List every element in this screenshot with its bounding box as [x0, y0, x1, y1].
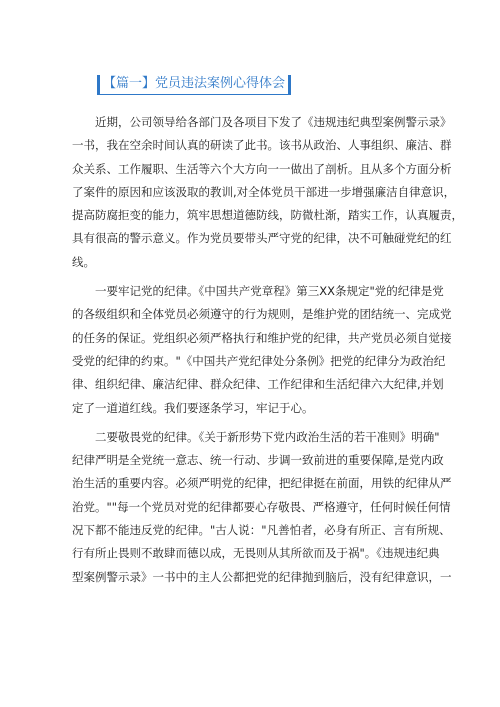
text-line: 提高防腐拒变的能力，筑牢思想道德防线，防微杜渐，踏实工作，认真履责，: [72, 208, 463, 223]
text-line: 近期，公司领导给各部门及各项目下发了《违规违纪典型案例警示录》: [95, 115, 452, 129]
heading-right-bar: [288, 75, 291, 95]
text-line: 型案例警示录》一书中的主人公都把党的纪律抛到脑后，没有纪律意识，一: [72, 569, 452, 584]
heading-title: 【篇一】党员违法案例心得体会: [100, 74, 288, 95]
text-line: 二要敬畏党的纪律。《关于新形势下党内政治生活的若干准则》明确": [95, 429, 440, 444]
text-line: 治党。""每一个党员对党的纪律都要心存敬畏、严格遵守，任何时候任何情: [72, 499, 451, 514]
text-line: 治生活的重要内容。必须严明党的纪律，把纪律挺在前面，用铁的纪律从严: [72, 476, 452, 491]
section-heading: [97, 74, 291, 95]
text-line: 定了一道道红线。我们要逐条学习，牢记于心。: [72, 400, 314, 415]
text-line: 受党的纪律的约束。"《中国共产党纪律处分条例》把党的纪律分为政治纪: [72, 353, 446, 368]
text-line: 纪律严明是全党统一意志、统一行动、步调一致前进的重要保障,是党内政: [72, 453, 444, 468]
text-line: 的各级组织和全体党员必须遵守的行为规则，是维护党的团结统一、完成党: [72, 307, 452, 322]
text-line: 了案件的原因和应该汲取的教训,对全体党员干部进一步增强廉洁自律意识，: [72, 184, 456, 199]
text-line: 况下都不能违反党的纪律。"古人说："凡善怕者，必身有所正、言有所规、: [72, 523, 451, 538]
body-text: [72, 111, 463, 595]
text-line: 行有所止畏则不敢肆而德以成，无畏则从其所欲而及于祸"。《违规违纪典: [72, 546, 440, 561]
paragraph-3: [72, 426, 452, 589]
text-line: 众关系、工作履职、生活等六个大方向一一做出了剖析。且从多个方面分析: [72, 161, 452, 176]
paragraph-2: [72, 280, 452, 420]
text-line: 一书，我在空余时间认真的研读了此书。该书从政治、人事组织、廉洁、群: [72, 138, 452, 153]
text-line: 律、组织纪律、廉洁纪律、群众纪律、工作纪律和生活纪律六大纪律,并划: [72, 377, 444, 392]
text-line: 的任务的保证。党组织必须严格执行和维护党的纪律，共产党员必须自觉接: [72, 330, 452, 345]
paragraph-1: [72, 111, 463, 274]
text-line: 线。: [72, 254, 95, 269]
text-line: 具有很高的警示意义。作为党员要带头严守党的纪律，决不可触碰党纪的红: [72, 231, 452, 246]
text-line: 一要牢记党的纪律。《中国共产党章程》第三XX条规定"党的纪律是党: [95, 284, 444, 299]
